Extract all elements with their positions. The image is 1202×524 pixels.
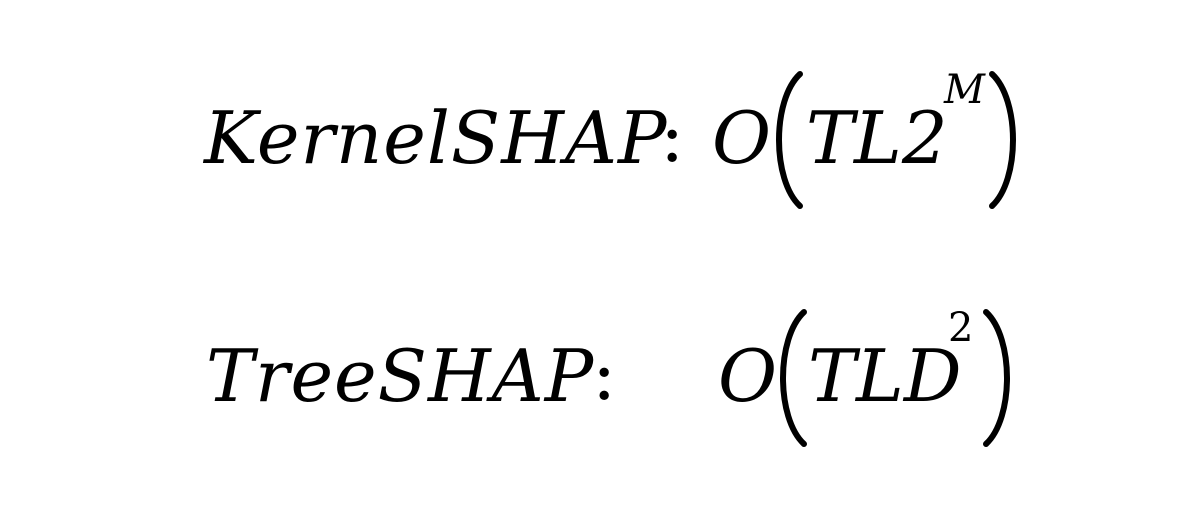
kernelshap-formula	[0, 40, 1202, 240]
kernelshap-argument: TL2	[806, 96, 948, 180]
treeshap-argument: TLD	[808, 334, 962, 418]
treeshap-name: TreeSHAP	[206, 334, 595, 418]
treeshap-formula	[0, 278, 1202, 478]
treeshap-big-o: O	[718, 334, 778, 418]
treeshap-colon: :	[592, 332, 617, 416]
kernelshap-big-o: O	[712, 96, 772, 180]
kernelshap-colon: :	[660, 94, 685, 178]
treeshap-left-paren	[770, 308, 810, 448]
kernelshap-name: KernelSHAP	[204, 96, 668, 180]
kernelshap-left-paren	[766, 70, 806, 210]
treeshap-right-paren	[980, 308, 1020, 448]
treeshap-exponent: 2	[948, 305, 974, 351]
kernelshap-exponent: M	[944, 67, 985, 113]
kernelshap-right-paren	[986, 70, 1026, 210]
